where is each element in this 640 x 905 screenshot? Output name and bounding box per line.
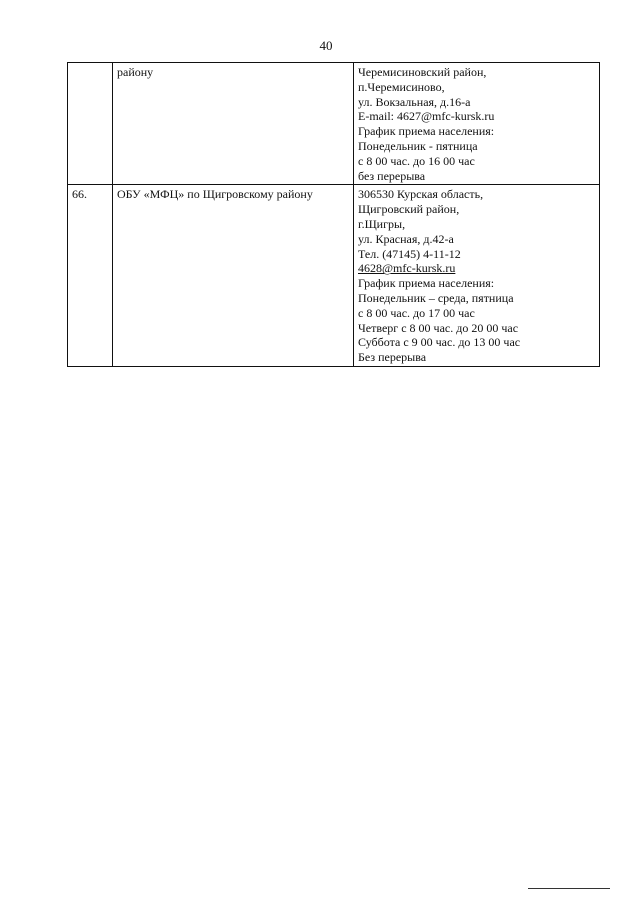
schedule-heading: График приема населения:	[358, 124, 495, 139]
office-address-cell	[354, 185, 600, 367]
address-line: 306530 Курская область,	[358, 187, 484, 202]
schedule-line: Суббота с 9 00 час. до 13 00 час	[358, 335, 521, 350]
office-name-cell: району	[113, 63, 354, 185]
address-line: г.Щигры,	[358, 216, 406, 231]
schedule-line: Без перерыва	[358, 350, 427, 365]
address-line: п.Черемисиново,	[358, 79, 445, 94]
row-number-cell: 66.	[68, 185, 113, 367]
address-line: Щигровский район,	[358, 202, 460, 217]
office-name-cell: ОБУ «МФЦ» по Щигровскому району	[113, 185, 354, 367]
schedule-line: Понедельник - пятница	[358, 138, 478, 153]
page-number: 40	[319, 38, 333, 53]
address-line: Черемисиновский район,	[358, 65, 487, 79]
row-number-cell	[68, 63, 113, 185]
phone-line: Тел. (47145) 4-11-12	[358, 246, 461, 261]
schedule-line: Четверг с 8 00 час. до 20 00 час	[358, 320, 519, 335]
schedule-heading: График приема населения:	[358, 276, 495, 291]
schedule-line: без перерыва	[358, 168, 426, 183]
schedule-line: с 8 00 час. до 16 00 час	[358, 153, 475, 168]
table-row	[68, 63, 600, 185]
office-address-cell	[354, 63, 600, 185]
email-link[interactable]: 4628@mfc-kursk.ru	[358, 261, 456, 276]
address-line: ул. Красная, д.42-а	[358, 231, 454, 246]
schedule-line: с 8 00 час. до 17 00 час	[358, 305, 475, 320]
mfc-offices-table	[67, 62, 600, 367]
email-line: E-mail: 4627@mfc-kursk.ru	[358, 109, 495, 124]
footer-rule	[528, 888, 610, 889]
schedule-line: Понедельник – среда, пятница	[358, 290, 514, 305]
table-row	[68, 185, 600, 367]
address-line: ул. Вокзальная, д.16-а	[358, 94, 471, 109]
